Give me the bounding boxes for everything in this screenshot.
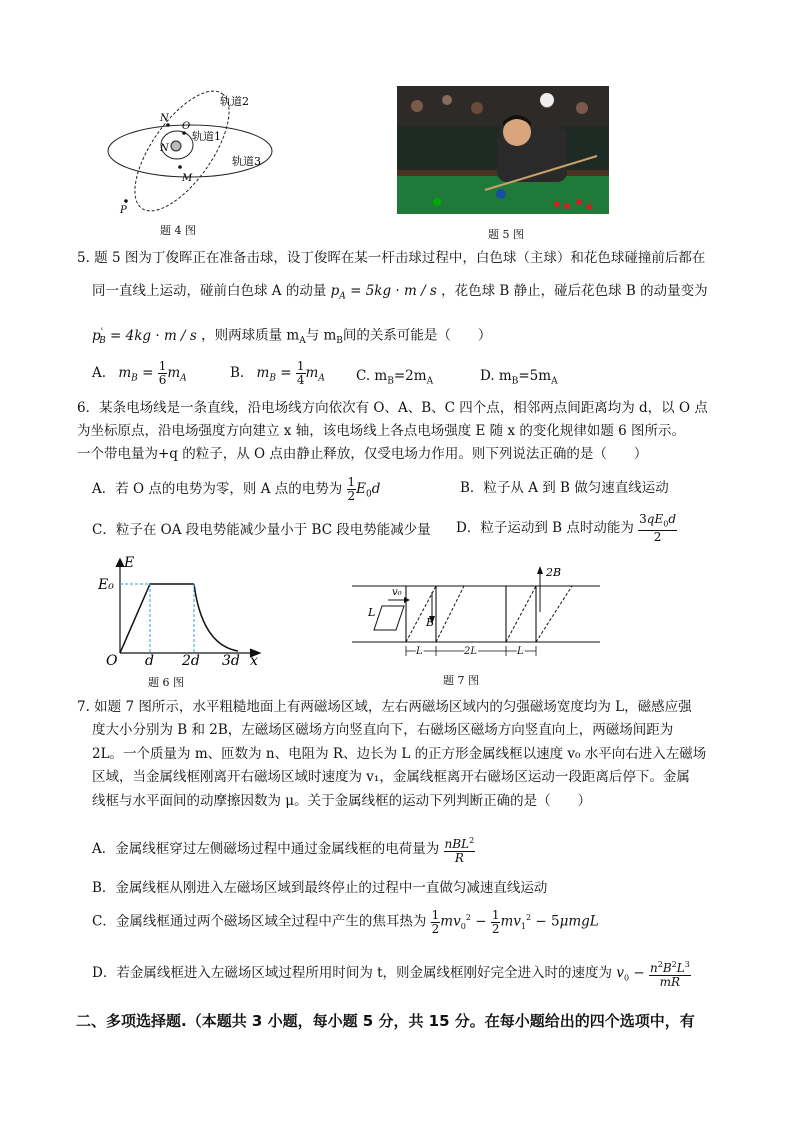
fig6-3d-label: 3d xyxy=(222,653,240,667)
label-orbit2: 轨道2 xyxy=(220,95,249,108)
q7-option-b[interactable]: B．金属线框从刚进入左磁场区域到最终停止的过程中一直做匀减速直线运动 xyxy=(92,880,548,896)
fig6-E-label: E xyxy=(124,555,135,571)
label-P: P xyxy=(120,205,127,216)
fig7-L2-label: L xyxy=(517,646,524,657)
q5-option-b[interactable]: B. $m_B$ = $\frac{1}{4}$ $m_A$ xyxy=(230,359,325,387)
label-O: O xyxy=(182,121,191,132)
label-N-top: N xyxy=(160,113,169,124)
q6-line3: 一个带电量为+q 的粒子，从 O 点由静止释放，仅受电场力作用。则下列说法正确的是（ ） xyxy=(77,446,648,462)
figure-5-caption: 题 5 图 xyxy=(488,228,524,241)
section-2-heading: 二、多项选择题.（本题共 3 小题，每小题 5 分，共 15 分。在每小题给出的四个选项中，有 xyxy=(76,1012,695,1030)
figure-6-graph xyxy=(98,555,268,667)
figure-7-caption: 题 7 图 xyxy=(443,674,479,687)
q6-option-b[interactable]: B．粒子从 A 到 B 做匀速直线运动 xyxy=(460,480,669,496)
q6-line2: 为坐标原点，沿电场强度方向建立 x 轴，该电场线上各点电场强度 E 随 x 的变化规律如题 6 图所示。 xyxy=(77,423,685,439)
fig7-2L-label: 2L xyxy=(464,646,478,657)
fig7-L1-label: L xyxy=(416,646,423,657)
fig7-B-label: B xyxy=(426,616,435,629)
fig6-E0-label: E₀ xyxy=(98,577,114,593)
q5-line2: 同一直线上运动，碰前白色球 A 的动量 $p_A = 5kg \cdot m / s$ ，花色球 B 静止，碰后花色球 B 的动量变为 xyxy=(92,283,708,302)
q6-option-d[interactable]: D．粒子运动到 B 点时动能为 $\frac{3qE_0d}{2}$ xyxy=(456,512,676,545)
q7-line2: 度大小分别为 B 和 2B，左磁场区磁场方向竖直向下，右磁场区磁场方向竖直向上，两磁场间距为 xyxy=(92,722,674,738)
q5-option-d[interactable]: D. $m_B=5m_A$ xyxy=(480,368,558,387)
q7-line3: 2L。一个质量为 m、匝数为 n、电阻为 R、边长为 L 的正方形金属线框以速度 v₀ 水平向右进入左磁场 xyxy=(92,746,707,762)
fig7-2B-label: 2B xyxy=(546,566,562,579)
figure-4-caption: 题 4 图 xyxy=(160,224,196,237)
fig6-2d-label: 2d xyxy=(182,653,200,667)
figure-5-photo xyxy=(397,86,609,214)
fig6-d-label: d xyxy=(145,653,154,667)
q7-option-c[interactable]: C．金属线框通过两个磁场区域全过程中产生的焦耳热为 $\frac{1}{2}$ $mv_0^2$ − $\frac{1}{2}$ $mv_1^2 - 5\mu mgL$ xyxy=(92,907,599,936)
fig7-v0-label: v₀ xyxy=(392,587,402,598)
label-orbit1: 轨道1 xyxy=(192,130,221,143)
label-N-inner: N xyxy=(160,143,169,154)
q6-line1: 6．某条电场线是一条直线，沿电场线方向依次有 O、A、B、C 四个点，相邻两点间距离均为 d，以 O 点 xyxy=(77,400,708,416)
q6-option-c[interactable]: C．粒子在 OA 段电势能减少量小于 BC 段电势能减少量 xyxy=(92,522,431,538)
q5-formula-pB: $p'_B = 4kg \cdot m / s$ xyxy=(92,327,197,347)
fig7-L-box-label: L xyxy=(368,606,376,619)
q7-line4: 区域，当金属线框刚离开右磁场区域时速度为 v₁，金属线框离开右磁场区运动一段距离后停下。金属 xyxy=(92,769,690,785)
q7-line1: 7. 如题 7 图所示，水平粗糙地面上有两磁场区域，左右两磁场区域内的匀强磁场宽度均为 L，磁感应强 xyxy=(77,699,692,715)
q5-option-c[interactable]: C. $m_B=2m_A$ xyxy=(356,368,434,387)
label-orbit3: 轨道3 xyxy=(232,155,261,168)
fig6-x-label: x xyxy=(250,653,258,667)
label-M: M xyxy=(182,173,193,184)
e-curve xyxy=(120,584,194,653)
figure-6-caption: 题 6 图 xyxy=(148,676,184,689)
q5-line1: 5. 题 5 图为丁俊晖正在准备击球，设丁俊晖在某一杆击球过程中，白色球（主球）和花色球碰撞前后都在 xyxy=(77,250,706,266)
q7-option-a[interactable]: A．金属线框穿过左侧磁场过程中通过金属线框的电荷量为 $\frac{nBL^2}{R}$ xyxy=(92,836,475,865)
wire-frame xyxy=(374,606,404,630)
fig6-O-label: O xyxy=(106,653,118,667)
q5-line3: $p'_B = 4kg \cdot m / s$ ，则两球质量 $m_A$与 $m_B$间的关系可能是（ ） xyxy=(92,327,492,347)
planet-icon xyxy=(171,141,181,151)
q5-formula-pA: $p_A = 5kg \cdot m / s$ xyxy=(330,283,437,302)
q5-option-a[interactable]: A. $m_B$ = $\frac{1}{6}$ $m_A$ xyxy=(92,359,187,387)
q6-option-a[interactable]: A．若 O 点的电势为零，则 A 点的电势为 $\frac{1}{2}$ $E_0d$ xyxy=(92,475,381,503)
figure-7-diagram xyxy=(352,560,602,660)
orbit-3-ellipse xyxy=(108,125,272,177)
q7-option-d[interactable]: D．若金属线框进入左磁场区域过程所用时间为 t，则金属线框刚好完全进入时的速度为 $v_0$ − $\frac{n^2B^2L^3}{mR}$ xyxy=(92,960,690,989)
q7-line5: 线框与水平面间的动摩擦因数为 μ。关于金属线框的运动下列判断正确的是（ ） xyxy=(92,793,592,809)
figure-4-orbits xyxy=(100,85,280,235)
